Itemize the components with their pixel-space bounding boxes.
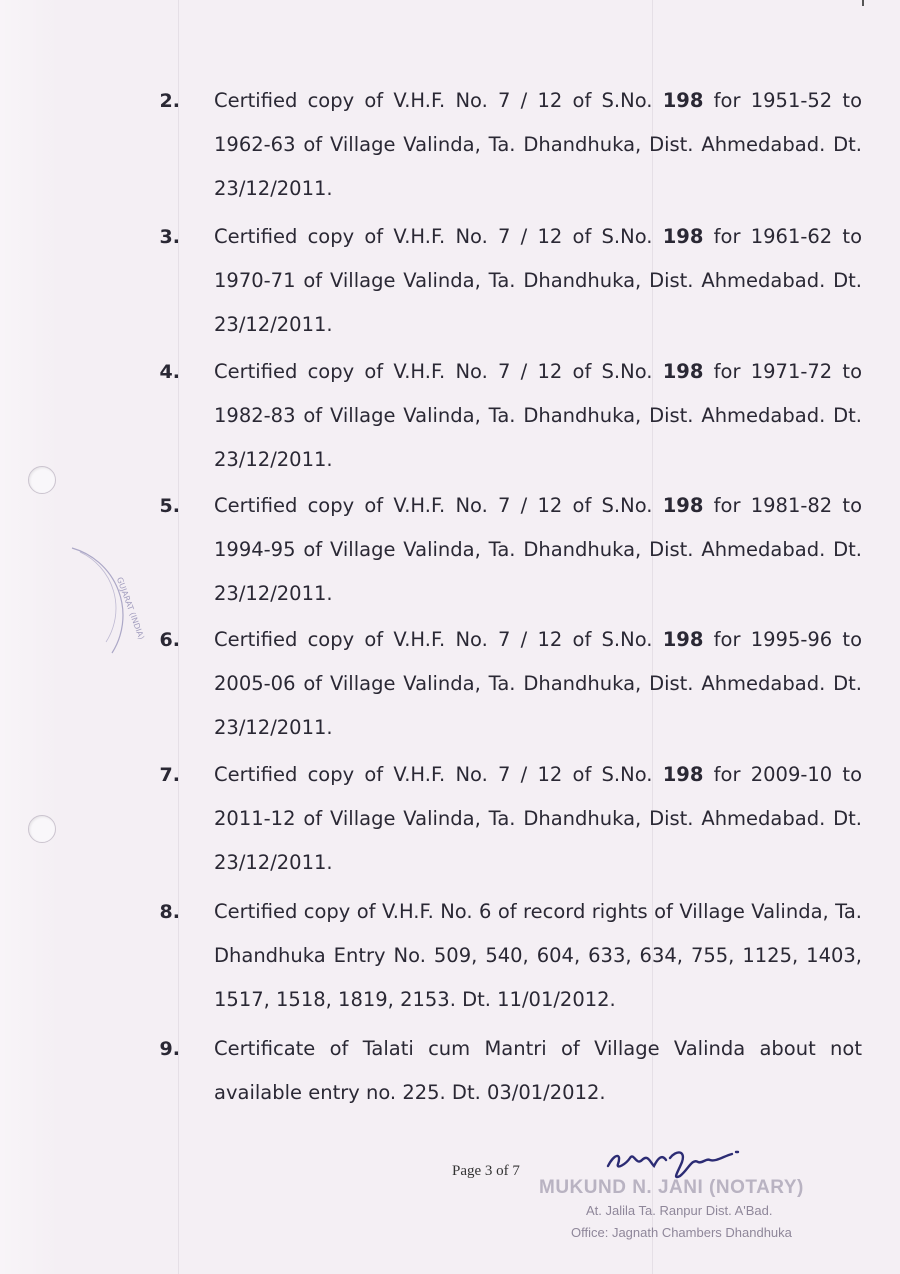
corner-mark bbox=[862, 0, 864, 6]
item-number: 4. bbox=[159, 361, 180, 383]
page-number: Page 3 of 7 bbox=[452, 1163, 520, 1179]
item-text: Certificate of Talati cum Mantri of Village Valinda about not available entry no. 225. Dt. 03/01/2012. bbox=[214, 1037, 862, 1104]
item-text: Certified copy of V.H.F. No. 7 / 12 of S.No. 198 for 1961-62 to 1970-71 of Village Valinda, Ta. Dhandhuka, Dist. Ahmedabad. Dt. 23/12/2011. bbox=[214, 225, 862, 336]
punch-hole bbox=[28, 466, 56, 494]
item-number: 8. bbox=[159, 901, 180, 923]
item-text: Certified copy of V.H.F. No. 7 / 12 of S.No. 198 for 1981-82 to 1994-95 of Village Valinda, Ta. Dhandhuka, Dist. Ahmedabad. Dt. 23/12/2011. bbox=[214, 494, 862, 605]
item-number: 6. bbox=[159, 629, 180, 651]
notary-stamp-name: MUKUND N. JANI (NOTARY) bbox=[539, 1177, 804, 1198]
item-text: Certified copy of V.H.F. No. 7 / 12 of S.No. 198 for 1971-72 to 1982-83 of Village Valinda, Ta. Dhandhuka, Dist. Ahmedabad. Dt. 23/12/2011. bbox=[214, 360, 862, 471]
item-text: Certified copy of V.H.F. No. 7 / 12 of S.No. 198 for 2009-10 to 2011-12 of Village Valinda, Ta. Dhandhuka, Dist. Ahmedabad. Dt. 23/12/2011. bbox=[214, 763, 862, 874]
item-number: 3. bbox=[159, 226, 180, 248]
item-text: Certified copy of V.H.F. No. 7 / 12 of S.No. 198 for 1951-52 to 1962-63 of Village Valinda, Ta. Dhandhuka, Dist. Ahmedabad. Dt. 23/12/2011. bbox=[214, 89, 862, 200]
item-number: 2. bbox=[159, 90, 180, 112]
notary-stamp-office: Office: Jagnath Chambers Dhandhuka bbox=[571, 1225, 792, 1240]
notary-seal-stamp bbox=[62, 538, 152, 658]
item-text: Certified copy of V.H.F. No. 7 / 12 of S.No. 198 for 1995-96 to 2005-06 of Village Valinda, Ta. Dhandhuka, Dist. Ahmedabad. Dt. 23/12/2011. bbox=[214, 628, 862, 739]
item-number: 7. bbox=[159, 764, 180, 786]
stamp-text: GUJARAT (INDIA) bbox=[114, 575, 146, 641]
punch-hole bbox=[28, 815, 56, 843]
item-text: Certified copy of V.H.F. No. 6 of record rights of Village Valinda, Ta. Dhandhuka Entry No. 509, 540, 604, 633, 634, 755, 1125, 1403, 1517, 1518, 1819, 2153. Dt. 11/01/2012. bbox=[214, 900, 862, 1011]
item-number: 5. bbox=[159, 495, 180, 517]
notary-stamp-address: At. Jalila Ta. Ranpur Dist. A'Bad. bbox=[586, 1203, 773, 1218]
item-number: 9. bbox=[159, 1038, 180, 1060]
